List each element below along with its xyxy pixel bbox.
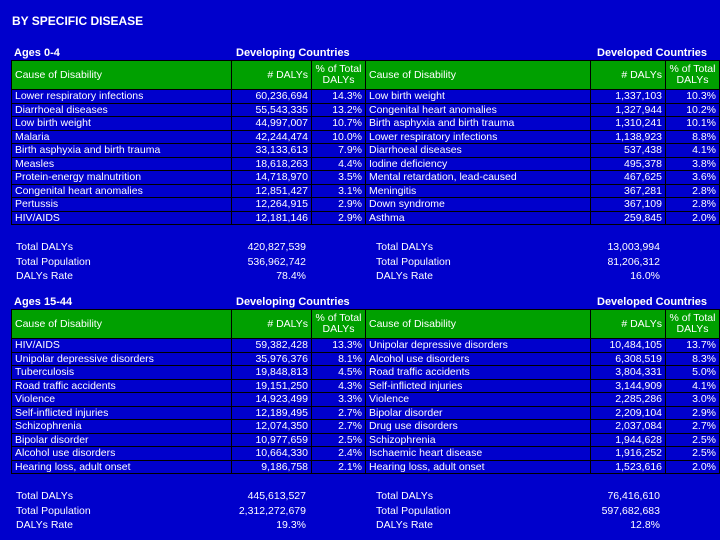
table-row	[12, 447, 720, 461]
developed-dalys-cell: 367,109	[591, 198, 666, 212]
developing-header: Developing Countries	[236, 47, 350, 59]
disease-table	[11, 309, 720, 474]
total-value: 78.4%	[276, 270, 306, 282]
developing-percent-cell: 2.4%	[312, 447, 366, 461]
developing-percent-cell: 4.5%	[312, 366, 366, 380]
page-title: BY SPECIFIC DISEASE	[12, 14, 144, 28]
section-age-label: Ages 15-44	[14, 296, 73, 308]
percent-header-line: % of Total	[669, 312, 716, 324]
developed-cause-cell: Self-inflicted injuries	[366, 379, 591, 393]
developing-cause-cell: Diarrhoeal diseases	[12, 103, 232, 117]
table-row	[12, 406, 720, 420]
developed-cause-cell: Congenital heart anomalies	[366, 103, 591, 117]
developing-percent-cell: 10.7%	[312, 117, 366, 131]
developed-dalys-cell: 2,209,104	[591, 406, 666, 420]
developed-dalys-cell: 367,281	[591, 184, 666, 198]
developing-cause-cell: Protein-energy malnutrition	[12, 171, 232, 185]
developed-percent-cell: 10.1%	[666, 117, 720, 131]
table-row	[12, 352, 720, 366]
developing-cause-cell: Malaria	[12, 130, 232, 144]
developing-dalys-cell: 59,382,428	[232, 339, 312, 353]
developing-cause-cell: Self-inflicted injuries	[12, 406, 232, 420]
table-row	[12, 103, 720, 117]
developed-cause-cell: Birth asphyxia and birth trauma	[366, 117, 591, 131]
total-value: 19.3%	[276, 519, 306, 531]
total-label: DALYs Rate	[16, 519, 73, 531]
developing-cause-cell: Pertussis	[12, 198, 232, 212]
totals-labels-developed	[376, 240, 451, 284]
table-row	[12, 211, 720, 225]
table-row	[12, 379, 720, 393]
developed-percent-cell: 2.8%	[666, 198, 720, 212]
total-label: Total Population	[16, 255, 91, 268]
table-row	[12, 393, 720, 407]
developing-cause-cell: HIV/AIDS	[12, 211, 232, 225]
table-row	[12, 198, 720, 212]
developed-cause-cell: Ischaemic heart disease	[366, 447, 591, 461]
developing-cause-cell: Unipolar depressive disorders	[12, 352, 232, 366]
developing-cause-cell: Alcohol use disorders	[12, 447, 232, 461]
developing-dalys-cell: 42,244,474	[232, 130, 312, 144]
developed-percent-cell: 2.0%	[666, 211, 720, 225]
developing-cause-cell: Schizophrenia	[12, 420, 232, 434]
table-row	[12, 184, 720, 198]
table-row	[12, 144, 720, 158]
developing-cause-cell: Birth asphyxia and birth trauma	[12, 144, 232, 158]
developed-percent-cell: 13.7%	[666, 339, 720, 353]
total-value: 420,827,539	[247, 241, 306, 253]
total-label: Total Population	[376, 504, 451, 517]
developed-cause-cell: Hearing loss, adult onset	[366, 460, 591, 474]
percent-column-header	[666, 61, 720, 90]
table-row	[12, 171, 720, 185]
developed-header: Developed Countries	[597, 47, 708, 59]
developed-dalys-cell: 1,310,241	[591, 117, 666, 131]
developed-dalys-cell: 6,308,519	[591, 352, 666, 366]
disease-table	[11, 60, 720, 225]
percent-column-header	[312, 310, 366, 339]
totals-labels-developing	[16, 489, 91, 533]
developing-percent-cell: 2.9%	[312, 198, 366, 212]
developed-cause-cell: Down syndrome	[366, 198, 591, 212]
developing-dalys-cell: 9,186,758	[232, 460, 312, 474]
developed-cause-cell: Violence	[366, 393, 591, 407]
cause-column-header: Cause of Disability	[366, 310, 591, 339]
developed-percent-cell: 2.8%	[666, 184, 720, 198]
developed-cause-cell: Diarrhoeal diseases	[366, 144, 591, 158]
developing-dalys-cell: 14,923,499	[232, 393, 312, 407]
totals-values-developing	[200, 240, 306, 284]
total-value: 2,312,272,679	[238, 504, 306, 517]
percent-header-line: % of Total	[315, 312, 362, 324]
developing-cause-cell: Low birth weight	[12, 117, 232, 131]
totals-values-developed	[560, 240, 660, 284]
total-label: DALYs Rate	[376, 519, 433, 531]
developed-dalys-cell: 2,037,084	[591, 420, 666, 434]
developing-percent-cell: 2.7%	[312, 420, 366, 434]
developing-dalys-cell: 10,664,330	[232, 447, 312, 461]
developing-cause-cell: Bipolar disorder	[12, 433, 232, 447]
developed-dalys-cell: 467,625	[591, 171, 666, 185]
developed-percent-cell: 3.0%	[666, 393, 720, 407]
totals-labels-developing	[16, 240, 91, 284]
table-row	[12, 90, 720, 104]
developed-percent-cell: 2.5%	[666, 433, 720, 447]
developing-cause-cell: Lower respiratory infections	[12, 90, 232, 104]
developing-dalys-cell: 14,718,970	[232, 171, 312, 185]
dalys-column-header: # DALYs	[591, 310, 666, 339]
developed-cause-cell: Iodine deficiency	[366, 157, 591, 171]
developing-cause-cell: Road traffic accidents	[12, 379, 232, 393]
developing-dalys-cell: 55,543,335	[232, 103, 312, 117]
developing-dalys-cell: 18,618,263	[232, 157, 312, 171]
developed-percent-cell: 2.0%	[666, 460, 720, 474]
developed-dalys-cell: 259,845	[591, 211, 666, 225]
developing-percent-cell: 13.2%	[312, 103, 366, 117]
table-row	[12, 130, 720, 144]
total-value: 16.0%	[630, 270, 660, 282]
totals-values-developed	[560, 489, 660, 533]
developing-percent-cell: 4.3%	[312, 379, 366, 393]
percent-header-line: DALYs	[322, 323, 355, 335]
developed-cause-cell: Low birth weight	[366, 90, 591, 104]
total-value: 445,613,527	[247, 490, 306, 502]
developed-dalys-cell: 3,144,909	[591, 379, 666, 393]
developing-percent-cell: 13.3%	[312, 339, 366, 353]
cause-column-header: Cause of Disability	[366, 61, 591, 90]
developed-dalys-cell: 1,138,923	[591, 130, 666, 144]
developed-cause-cell: Alcohol use disorders	[366, 352, 591, 366]
total-value: 536,962,742	[247, 255, 306, 268]
developed-percent-cell: 4.1%	[666, 144, 720, 158]
developed-dalys-cell: 3,804,331	[591, 366, 666, 380]
developed-cause-cell: Mental retardation, lead-caused	[366, 171, 591, 185]
developed-cause-cell: Asthma	[366, 211, 591, 225]
developing-percent-cell: 3.3%	[312, 393, 366, 407]
developing-percent-cell: 2.1%	[312, 460, 366, 474]
developed-percent-cell: 8.8%	[666, 130, 720, 144]
developing-percent-cell: 2.7%	[312, 406, 366, 420]
developing-dalys-cell: 12,074,350	[232, 420, 312, 434]
developing-cause-cell: Tuberculosis	[12, 366, 232, 380]
developed-percent-cell: 10.3%	[666, 90, 720, 104]
developing-dalys-cell: 60,236,694	[232, 90, 312, 104]
developing-dalys-cell: 19,151,250	[232, 379, 312, 393]
developed-dalys-cell: 10,484,105	[591, 339, 666, 353]
total-value: 81,206,312	[607, 255, 660, 268]
developed-percent-cell: 3.8%	[666, 157, 720, 171]
developing-dalys-cell: 44,997,007	[232, 117, 312, 131]
table-row	[12, 420, 720, 434]
total-value: 12.8%	[630, 519, 660, 531]
percent-column-header	[312, 61, 366, 90]
developing-dalys-cell: 10,977,659	[232, 433, 312, 447]
dalys-column-header: # DALYs	[591, 61, 666, 90]
developing-percent-cell: 7.9%	[312, 144, 366, 158]
developed-percent-cell: 3.6%	[666, 171, 720, 185]
percent-header-line: % of Total	[315, 63, 362, 75]
dalys-column-header: # DALYs	[232, 61, 312, 90]
developed-percent-cell: 10.2%	[666, 103, 720, 117]
table-header-row	[12, 310, 720, 339]
total-label: Total DALYs	[376, 490, 433, 502]
developed-cause-cell: Drug use disorders	[366, 420, 591, 434]
section-age-label: Ages 0-4	[14, 47, 60, 59]
developed-cause-cell: Road traffic accidents	[366, 366, 591, 380]
developing-cause-cell: Hearing loss, adult onset	[12, 460, 232, 474]
table-row	[12, 460, 720, 474]
developed-percent-cell: 4.1%	[666, 379, 720, 393]
developed-dalys-cell: 1,916,252	[591, 447, 666, 461]
developed-dalys-cell: 495,378	[591, 157, 666, 171]
developing-percent-cell: 8.1%	[312, 352, 366, 366]
developed-dalys-cell: 1,944,628	[591, 433, 666, 447]
developing-percent-cell: 3.5%	[312, 171, 366, 185]
total-label: DALYs Rate	[376, 270, 433, 282]
developing-dalys-cell: 12,181,146	[232, 211, 312, 225]
developing-header: Developing Countries	[236, 296, 350, 308]
developing-cause-cell: HIV/AIDS	[12, 339, 232, 353]
developing-dalys-cell: 19,848,813	[232, 366, 312, 380]
table-row	[12, 117, 720, 131]
developed-dalys-cell: 2,285,286	[591, 393, 666, 407]
developed-header: Developed Countries	[597, 296, 708, 308]
totals-labels-developed	[376, 489, 451, 533]
totals-values-developing	[200, 489, 306, 533]
cause-column-header: Cause of Disability	[12, 310, 232, 339]
developed-percent-cell: 2.5%	[666, 447, 720, 461]
developing-dalys-cell: 12,189,495	[232, 406, 312, 420]
table-row	[12, 339, 720, 353]
percent-header-line: DALYs	[676, 323, 709, 335]
developed-percent-cell: 5.0%	[666, 366, 720, 380]
total-label: Total Population	[376, 255, 451, 268]
table-header-row	[12, 61, 720, 90]
total-value: 76,416,610	[607, 490, 660, 502]
table-row	[12, 433, 720, 447]
developed-percent-cell: 8.3%	[666, 352, 720, 366]
table-row	[12, 366, 720, 380]
developing-cause-cell: Violence	[12, 393, 232, 407]
developing-percent-cell: 3.1%	[312, 184, 366, 198]
developed-cause-cell: Meningitis	[366, 184, 591, 198]
total-label: Total DALYs	[376, 241, 433, 253]
cause-column-header: Cause of Disability	[12, 61, 232, 90]
developed-cause-cell: Schizophrenia	[366, 433, 591, 447]
developed-cause-cell: Lower respiratory infections	[366, 130, 591, 144]
percent-header-line: DALYs	[676, 74, 709, 86]
developed-dalys-cell: 1,523,616	[591, 460, 666, 474]
developed-cause-cell: Unipolar depressive disorders	[366, 339, 591, 353]
total-label: Total DALYs	[16, 241, 73, 253]
percent-header-line: % of Total	[669, 63, 716, 75]
total-value: 597,682,683	[601, 504, 660, 517]
developed-percent-cell: 2.9%	[666, 406, 720, 420]
developed-dalys-cell: 537,438	[591, 144, 666, 158]
developing-percent-cell: 2.9%	[312, 211, 366, 225]
developed-percent-cell: 2.7%	[666, 420, 720, 434]
total-value: 13,003,994	[607, 241, 660, 253]
developed-dalys-cell: 1,327,944	[591, 103, 666, 117]
table-row	[12, 157, 720, 171]
developing-percent-cell: 4.4%	[312, 157, 366, 171]
total-label: DALYs Rate	[16, 270, 73, 282]
dalys-column-header: # DALYs	[232, 310, 312, 339]
percent-header-line: DALYs	[322, 74, 355, 86]
developed-cause-cell: Bipolar disorder	[366, 406, 591, 420]
developed-dalys-cell: 1,337,103	[591, 90, 666, 104]
developing-percent-cell: 10.0%	[312, 130, 366, 144]
total-label: Total Population	[16, 504, 91, 517]
developing-percent-cell: 14.3%	[312, 90, 366, 104]
percent-column-header	[666, 310, 720, 339]
developing-cause-cell: Measles	[12, 157, 232, 171]
developing-cause-cell: Congenital heart anomalies	[12, 184, 232, 198]
developing-percent-cell: 2.5%	[312, 433, 366, 447]
developing-dalys-cell: 12,851,427	[232, 184, 312, 198]
developing-dalys-cell: 12,264,915	[232, 198, 312, 212]
total-label: Total DALYs	[16, 490, 73, 502]
developing-dalys-cell: 35,976,376	[232, 352, 312, 366]
developing-dalys-cell: 33,133,613	[232, 144, 312, 158]
